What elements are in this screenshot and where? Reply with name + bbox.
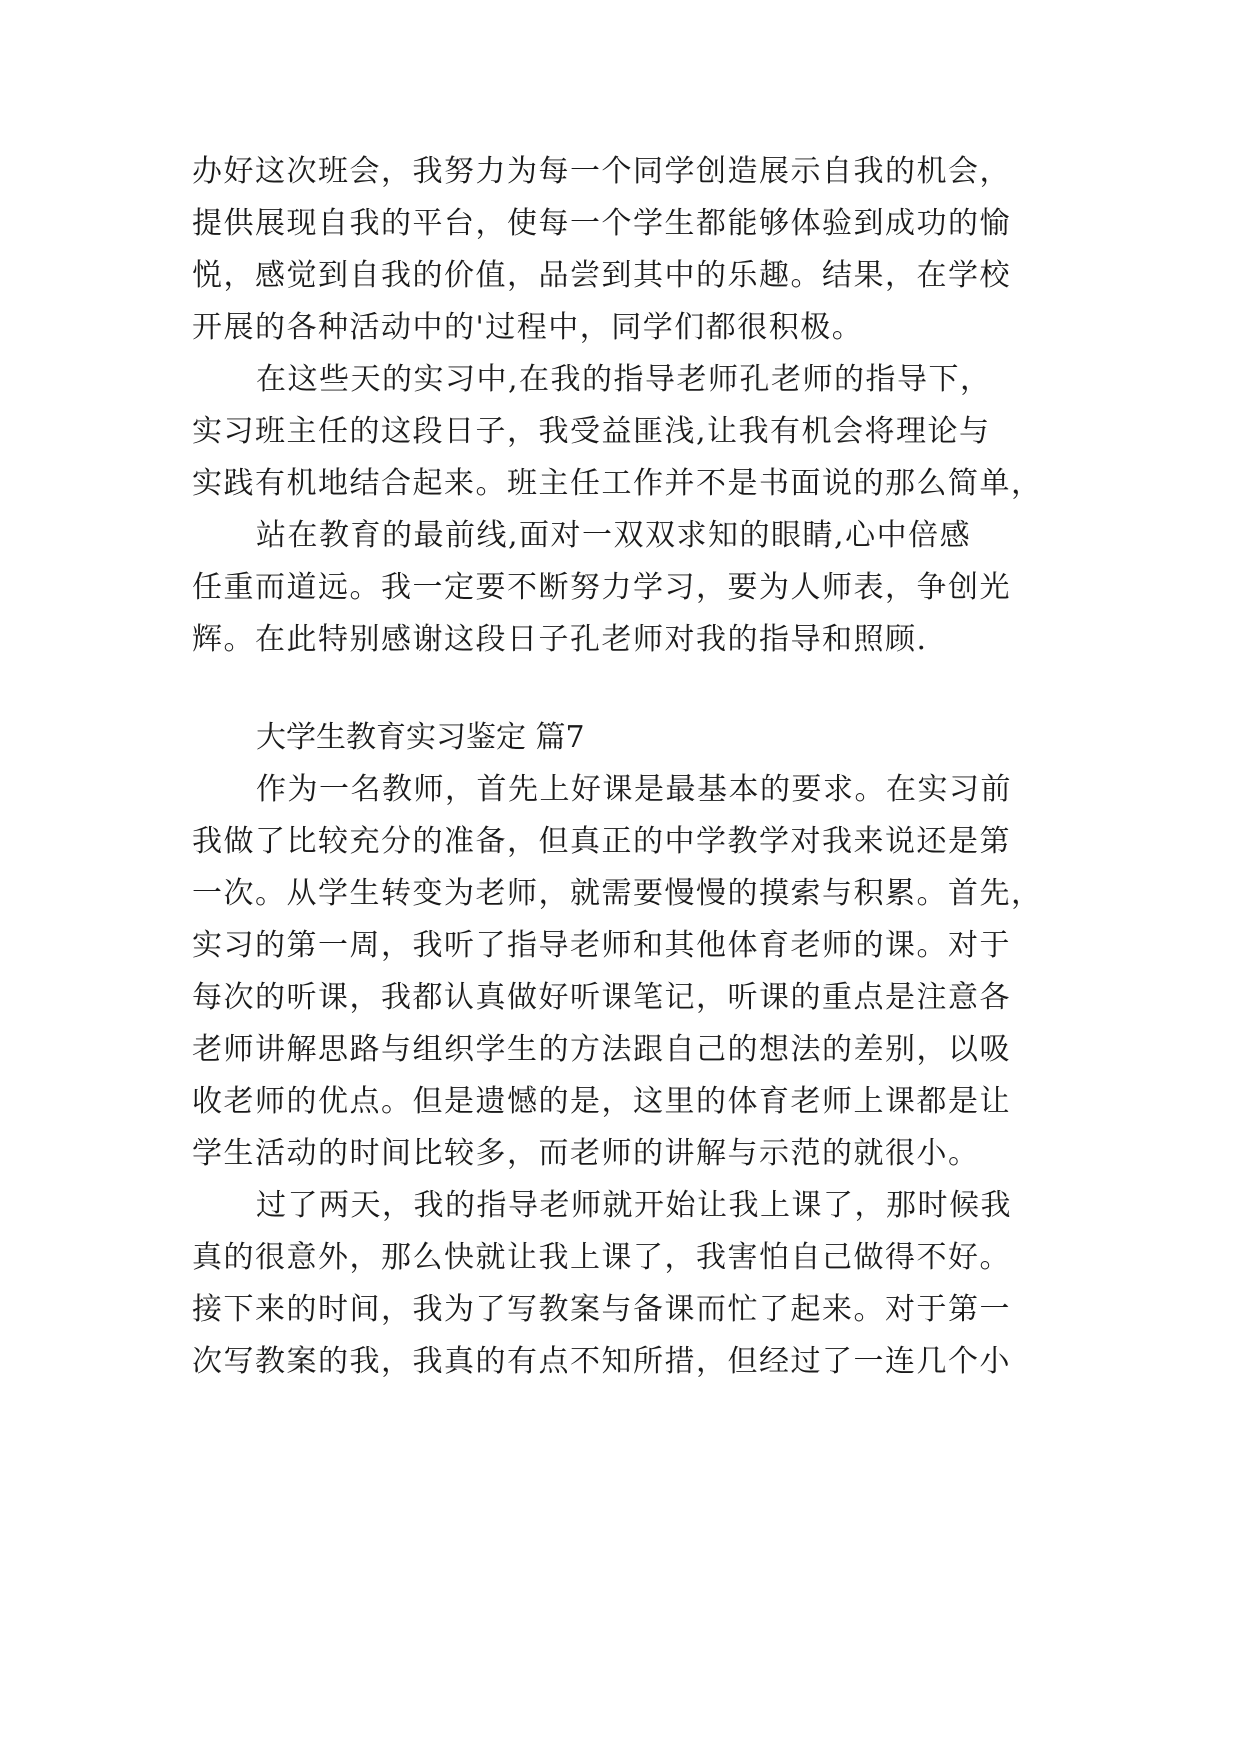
paragraph-line: 实习班主任的这段日子，我受益匪浅,让我有机会将理论与 [192, 414, 991, 449]
paragraph-line: 办好这次班会，我努力为每一个同学创造展示自我的机会， [192, 154, 1011, 189]
paragraph-line: 接下来的时间，我为了写教案与备课而忙了起来。对于第一 [192, 1292, 1011, 1327]
section-heading: 大学生教育实习鉴定 篇7 [256, 720, 585, 755]
paragraph-line: 收老师的优点。但是遗憾的是，这里的体育老师上课都是让 [192, 1084, 1011, 1119]
paragraph-line: 开展的各种活动中的'过程中，同学们都很积极。 [192, 310, 864, 345]
paragraph-line: 实践有机地结合起来。班主任工作并不是书面说的那么简单， [192, 466, 1043, 501]
paragraph-line: 辉。在此特别感谢这段日子孔老师对我的指导和照顾. [192, 622, 928, 657]
paragraph-line: 我做了比较充分的准备，但真正的中学教学对我来说还是第 [192, 824, 1011, 859]
paragraph-line: 过了两天，我的指导老师就开始让我上课了，那时候我 [256, 1188, 1012, 1223]
paragraph-line: 学生活动的时间比较多，而老师的讲解与示范的就很小。 [192, 1136, 980, 1171]
paragraph-line: 在这些天的实习中,在我的指导老师孔老师的指导下， [256, 362, 992, 397]
paragraph-line: 实习的第一周，我听了指导老师和其他体育老师的课。对于 [192, 928, 1011, 963]
paragraph-line: 每次的听课，我都认真做好听课笔记，听课的重点是注意各 [192, 980, 1011, 1015]
paragraph-line: 真的很意外，那么快就让我上课了，我害怕自己做得不好。 [192, 1240, 1011, 1275]
paragraph-line: 一次。从学生转变为老师，就需要慢慢的摸索与积累。首先， [192, 876, 1043, 911]
paragraph-line: 悦，感觉到自我的价值，品尝到其中的乐趣。结果，在学校 [192, 258, 1011, 293]
paragraph-line: 提供展现自我的平台，使每一个学生都能够体验到成功的愉 [192, 206, 1011, 241]
paragraph-line: 次写教案的我，我真的有点不知所措，但经过了一连几个小 [192, 1344, 1011, 1379]
paragraph-line: 站在教育的最前线,面对一双双求知的眼睛,心中倍感 [256, 518, 972, 553]
paragraph-line: 老师讲解思路与组织学生的方法跟自己的想法的差别，以吸 [192, 1032, 1011, 1067]
paragraph-line: 作为一名教师，首先上好课是最基本的要求。在实习前 [256, 772, 1012, 807]
paragraph-line: 任重而道远。我一定要不断努力学习，要为人师表，争创光 [192, 570, 1011, 605]
